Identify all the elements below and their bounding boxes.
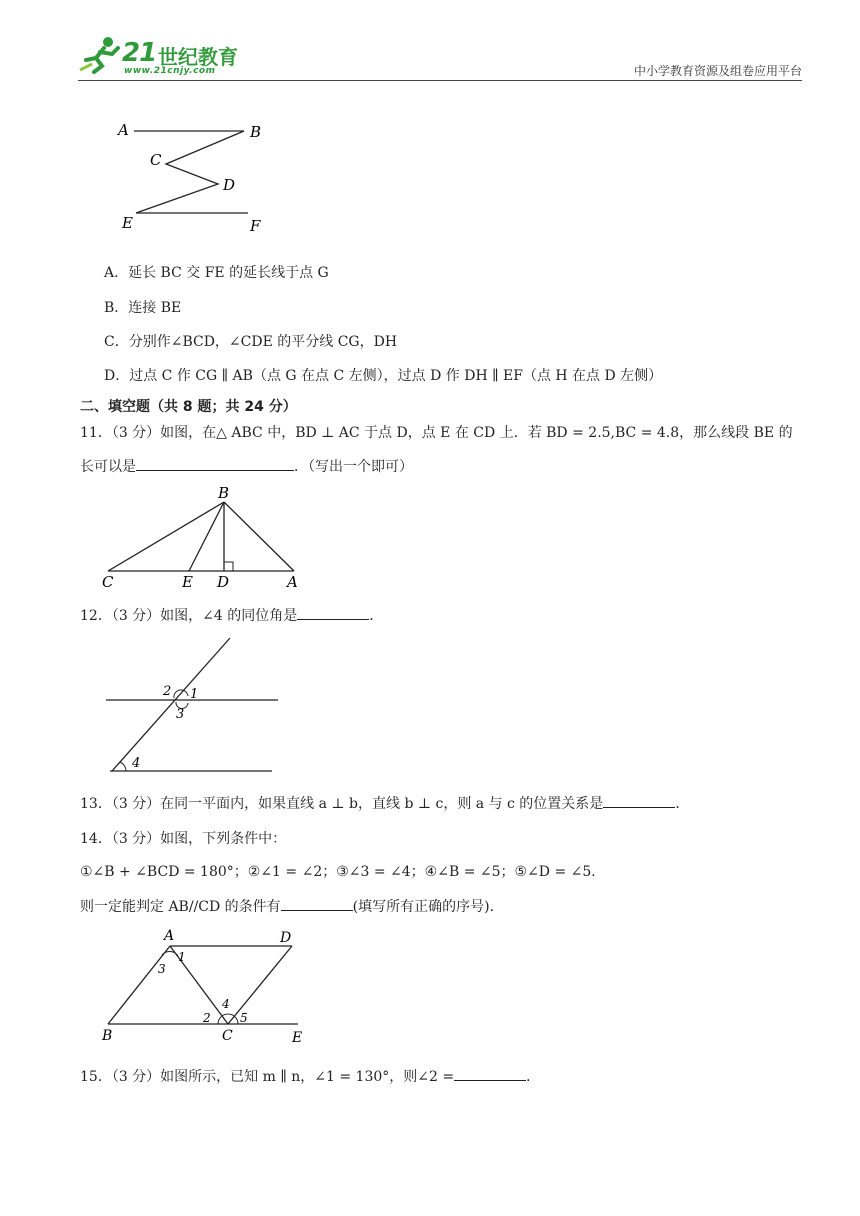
option-b: B．连接 BE (104, 300, 182, 316)
q11-line2 (80, 456, 413, 477)
q14-conditions: ①∠B + ∠BCD = 180°；②∠1 = ∠2；③∠3 = ∠4；④∠B = ∠5；⑤∠D = ∠5． (80, 864, 606, 880)
q12-end: ． (369, 608, 384, 624)
q15-end: ． (526, 1069, 541, 1085)
section-heading: 二、填空题（共 8 题；共 24 分） (80, 399, 297, 415)
header-divider (78, 80, 802, 81)
angle-2: 2 (203, 1011, 211, 1025)
q14-answer-blank[interactable] (281, 896, 353, 911)
runner-logo-icon (78, 34, 122, 74)
q11-line1: 11．（3 分）如图，在△ ABC 中，BD ⊥ AC 于点 D，点 E 在 CD 上．若 BD = 2.5,BC = 4.8，那么线段 BE 的 (80, 425, 793, 441)
label-B: B (250, 123, 262, 141)
q11-note: ．（写出一个即可） (294, 459, 413, 475)
logo-url: www.21cnjy.com (124, 66, 216, 76)
label-C: C (222, 1028, 233, 1044)
label-B: B (102, 1028, 113, 1044)
logo-brand: 世纪教育 (158, 45, 238, 69)
angle-5: 5 (240, 1011, 248, 1025)
q14-line1: 14．（3 分）如图，下列条件中： (80, 831, 287, 847)
angle-1: 1 (178, 950, 186, 964)
label-E: E (292, 1030, 303, 1046)
label-B: B (218, 484, 230, 502)
platform-name: 中小学教育资源及组卷应用平台 (633, 64, 802, 78)
angle-2: 2 (163, 684, 172, 699)
label-A: A (287, 573, 298, 591)
q12-prompt: 12．（3 分）如图，∠4 的同位角是 (80, 608, 298, 624)
q13-prompt: 13．（3 分）在同一平面内，如果直线 a ⊥ b，直线 b ⊥ c，则 a 与 c 的位置关系是 (80, 796, 604, 812)
site-logo (78, 32, 248, 80)
angle-4: 4 (222, 997, 230, 1011)
angle-1: 1 (190, 687, 199, 702)
q11-prompt: 长可以是 (80, 459, 136, 475)
label-A: A (118, 121, 129, 139)
figure-transversal (100, 636, 290, 781)
label-D: D (223, 176, 236, 194)
label-E: E (122, 214, 133, 232)
q13-answer-blank[interactable] (603, 793, 675, 808)
angle-3: 3 (176, 707, 185, 722)
figure-zigzag (110, 118, 280, 238)
figure-parallelogram (96, 924, 316, 1048)
q15-prompt: 15．（3 分）如图所示，已知 m ∥ n，∠1 = 130°，则∠2 = (80, 1069, 455, 1085)
q13-end: ． (675, 796, 690, 812)
q15-line (80, 1066, 540, 1087)
q12-line (80, 605, 383, 626)
q14-prompt: 则一定能判定 AB//CD 的条件有 (80, 899, 281, 915)
label-C: C (150, 151, 162, 169)
q15-answer-blank[interactable] (454, 1066, 526, 1081)
q13-line (80, 793, 689, 814)
label-C: C (102, 573, 114, 591)
label-E: E (182, 573, 193, 591)
label-A: A (164, 928, 175, 944)
label-D: D (217, 573, 230, 591)
angle-3: 3 (158, 962, 166, 976)
q14-line3 (80, 896, 504, 917)
label-F: F (250, 217, 261, 235)
q12-answer-blank[interactable] (297, 605, 369, 620)
label-D: D (280, 930, 292, 946)
figure-triangle (96, 482, 316, 592)
option-a: A．延长 BC 交 FE 的延长线于点 G (104, 265, 329, 281)
q14-note: (填写所有正确的序号)． (352, 899, 504, 915)
option-c: C．分别作∠BCD，∠CDE 的平分线 CG，DH (104, 334, 398, 350)
q11-answer-blank[interactable] (136, 456, 294, 471)
option-d: D．过点 C 作 CG ∥ AB（点 G 在点 C 左侧），过点 D 作 DH ∥ EF（点 H 在点 D 左侧） (104, 368, 663, 384)
angle-4: 4 (132, 756, 141, 771)
logo-number: 21 (122, 38, 157, 68)
